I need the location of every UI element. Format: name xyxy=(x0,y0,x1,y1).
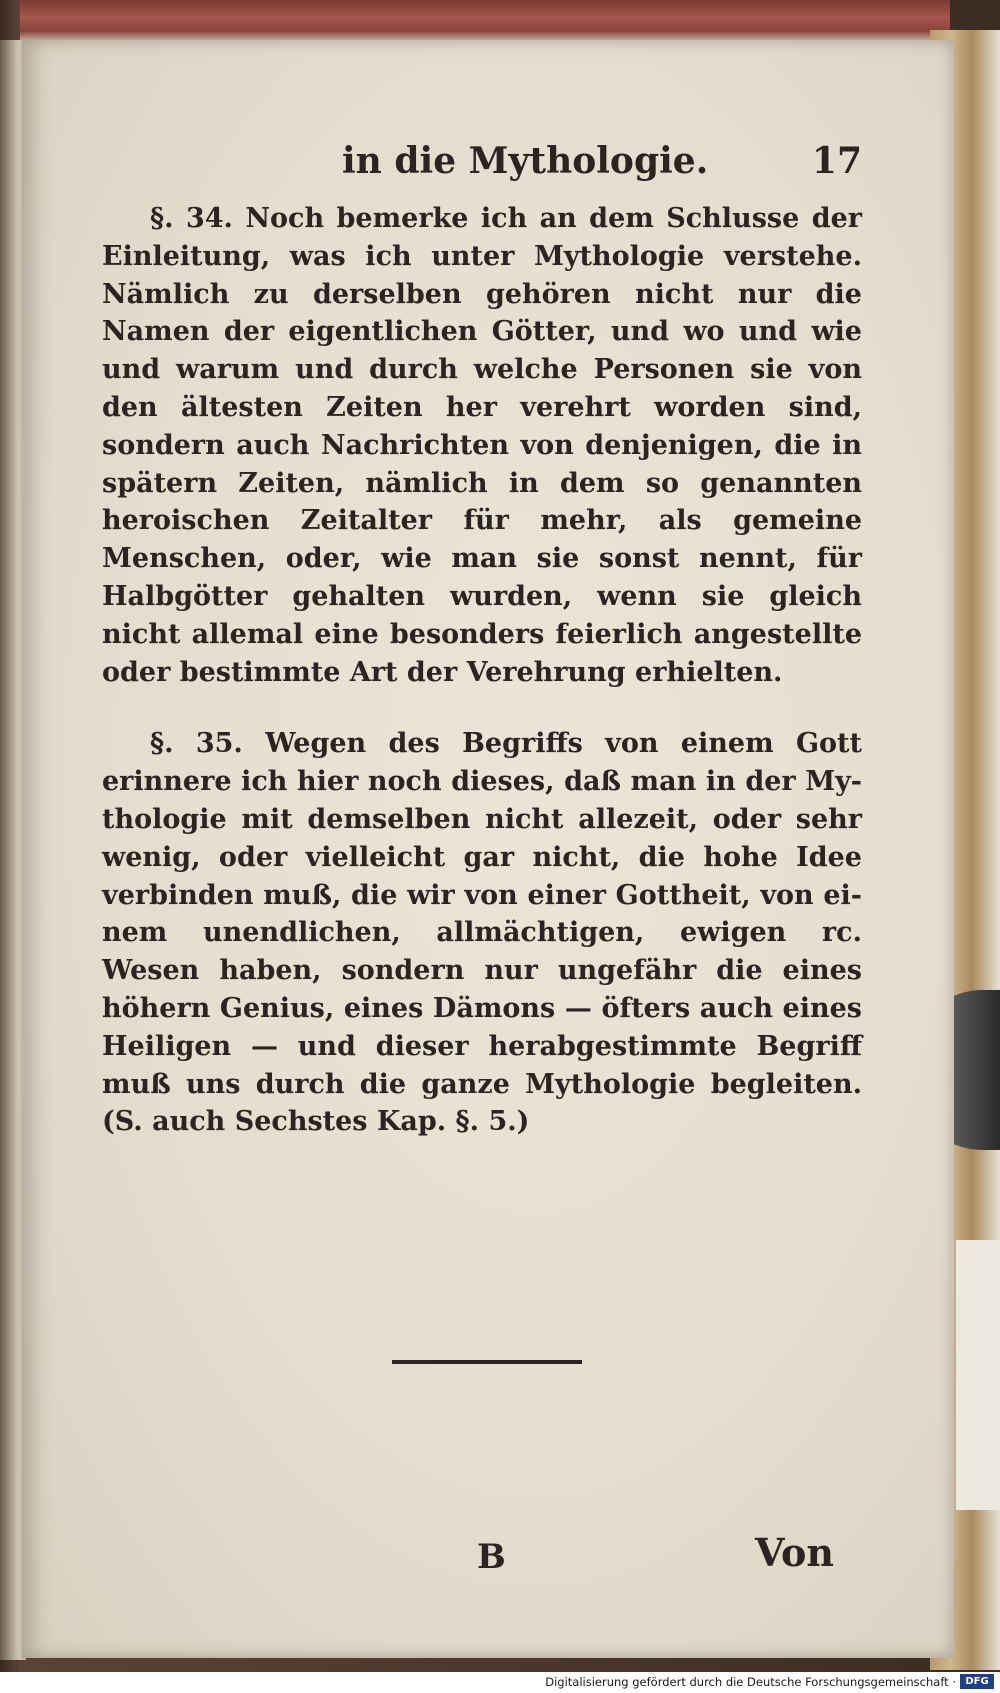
paragraph-text: Noch bemerke ich an dem Schlusse der Einleitung, was ich unter Mythologie verstehe. Nämlich zu derselben gehören nicht nur die Namen der eigentlichen Götter, und wo und wie und warum und durch welche Personen sie von den ältesten Zeiten her verehrt worden sind, sondern auch Nachrichten von denjenigen, die in spätern Zeiten, nämlich in dem so genannten heroischen Zeitalter für mehr, als gemeine Menschen, oder, wie man sie sonst nennt, für Halbgötter gehalten wurden, wenn sie gleich nicht allemal eine besonders feierlich angestellte oder bestimmte Art der Verehrung erhielten. xyxy=(102,203,862,688)
dfg-logo-icon: DFG xyxy=(960,1674,994,1689)
mat-edge xyxy=(956,1240,1000,1510)
funding-credit: Digitalisierung gefördert durch die Deutsche Forschungsgemeinschaft · xyxy=(545,1675,956,1689)
signature-mark: B xyxy=(477,1537,506,1577)
book-page xyxy=(22,40,954,1658)
running-head xyxy=(102,140,862,200)
section-number: §. 34. xyxy=(150,203,233,234)
paragraph-34 xyxy=(102,200,862,691)
section-end-rule xyxy=(392,1360,582,1364)
page-text-block xyxy=(102,140,862,1175)
catchword: Von xyxy=(755,1530,834,1575)
section-number: §. 35. xyxy=(150,728,243,760)
page-block-edge xyxy=(20,0,950,44)
page-number: 17 xyxy=(811,140,862,182)
paragraph-text: Wegen des Begriffs von einem Gott erinnere ich hier noch dieses, daß man in der Mythologie mit demselben nicht allezeit, oder sehr wenig, oder vielleicht gar nicht, die hohe Idee verbinden muß, die wir von einer Gottheit, von einem unendlichen, allmächtigen, ewigen rc. Wesen haben, sondern nur ungefähr die eines höhern Genius, eines Dämons — öfters auch eines Heiligen — und dieser herabgestimmte Begriff muß uns durch die ganze Mythologie begleiten. (S. auch Sechstes Kap. §. 5.) xyxy=(102,728,862,1138)
paragraph-35 xyxy=(102,725,862,1141)
running-title: in die Mythologie. xyxy=(342,140,709,182)
